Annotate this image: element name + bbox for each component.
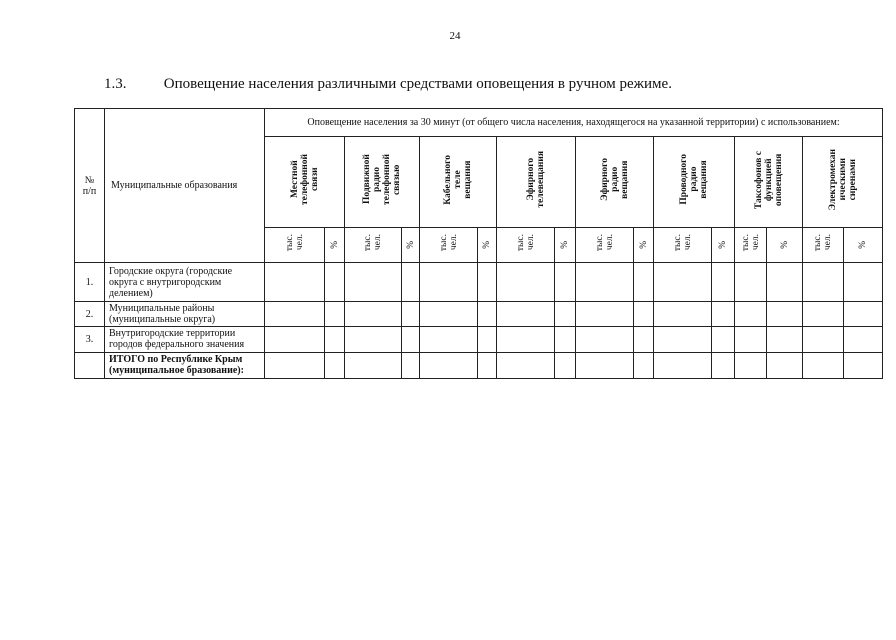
table-row <box>75 301 883 326</box>
channel-header-label: Таксофонов с функцией оповещения <box>753 150 784 209</box>
col-municipality-header: Муниципальные образования <box>105 109 265 263</box>
table-row <box>75 263 883 302</box>
data-cell[interactable] <box>844 301 883 326</box>
data-cell[interactable] <box>712 327 735 352</box>
unit-label: % <box>405 241 416 249</box>
data-cell[interactable] <box>555 352 576 378</box>
data-cell[interactable] <box>767 263 803 302</box>
unit-label: тыс. чел. <box>363 233 383 252</box>
channel-header <box>654 137 735 227</box>
data-cell[interactable] <box>803 301 844 326</box>
unit-thousand-header <box>265 227 325 263</box>
data-cell[interactable] <box>420 301 478 326</box>
data-cell[interactable] <box>420 327 478 352</box>
unit-thousand-header <box>803 227 844 263</box>
data-cell[interactable] <box>803 327 844 352</box>
unit-label: тыс. чел. <box>284 233 305 252</box>
unit-percent-header <box>478 227 497 263</box>
channel-header <box>345 137 420 227</box>
data-cell[interactable] <box>767 327 803 352</box>
data-cell[interactable] <box>265 327 325 352</box>
channel-header-label: Электромехан ическими сиренами <box>827 148 858 211</box>
data-cell[interactable] <box>497 301 555 326</box>
data-cell[interactable] <box>478 352 497 378</box>
data-cell[interactable] <box>402 263 420 302</box>
unit-percent-header <box>634 227 654 263</box>
data-cell[interactable] <box>345 352 402 378</box>
unit-label: % <box>858 241 868 249</box>
unit-label: % <box>638 241 649 249</box>
unit-label: % <box>329 241 340 249</box>
unit-thousand-header <box>497 227 555 263</box>
data-cell[interactable] <box>497 263 555 302</box>
unit-percent-header <box>712 227 735 263</box>
data-cell[interactable] <box>767 352 803 378</box>
channel-header-label: Кабельного теле вещания <box>443 154 473 205</box>
data-cell[interactable] <box>576 327 634 352</box>
data-cell[interactable] <box>478 263 497 302</box>
data-cell[interactable] <box>497 327 555 352</box>
data-cell[interactable] <box>325 327 345 352</box>
unit-label: тыс. чел. <box>740 233 761 252</box>
data-cell[interactable] <box>735 301 767 326</box>
channel-header-label: Подвижной радио телефонной связью <box>362 154 402 206</box>
col-number-header: № п/п <box>75 109 105 263</box>
data-cell[interactable] <box>844 263 883 302</box>
row-number: 2. <box>75 301 105 326</box>
data-cell[interactable] <box>576 301 634 326</box>
channel-header <box>420 137 497 227</box>
unit-thousand-header <box>654 227 712 263</box>
channel-header <box>735 137 803 227</box>
data-cell[interactable] <box>654 352 712 378</box>
channel-header <box>265 137 345 227</box>
data-cell[interactable] <box>555 301 576 326</box>
channel-header-label: Эфирного телевещания <box>526 151 546 208</box>
section-heading <box>104 76 672 93</box>
data-cell[interactable] <box>654 301 712 326</box>
table-row <box>75 352 883 378</box>
data-cell[interactable] <box>325 352 345 378</box>
unit-label: тыс. чел. <box>813 233 833 252</box>
row-number: 1. <box>75 263 105 302</box>
data-cell[interactable] <box>265 263 325 302</box>
channel-header-label: Эфирного радио вещания <box>599 158 630 201</box>
data-cell[interactable] <box>654 327 712 352</box>
channel-header <box>497 137 576 227</box>
data-cell[interactable] <box>402 327 420 352</box>
channel-header <box>803 137 883 227</box>
unit-thousand-header <box>420 227 478 263</box>
data-cell[interactable] <box>735 327 767 352</box>
unit-label: тыс. чел. <box>594 233 615 252</box>
data-cell[interactable] <box>345 327 402 352</box>
channel-header-label: Местной телефонной связи <box>289 154 320 206</box>
data-cell[interactable] <box>803 352 844 378</box>
data-cell[interactable] <box>402 352 420 378</box>
data-cell[interactable] <box>712 263 735 302</box>
data-cell[interactable] <box>265 352 325 378</box>
channel-header <box>576 137 654 227</box>
table-row <box>75 327 883 352</box>
row-municipality-name: Муниципальные районы (муниципальные округа) <box>105 301 265 326</box>
data-cell[interactable] <box>576 352 634 378</box>
data-cell[interactable] <box>735 263 767 302</box>
data-cell[interactable] <box>712 301 735 326</box>
row-number: 3. <box>75 327 105 352</box>
row-number <box>75 352 105 378</box>
data-cell[interactable] <box>634 352 654 378</box>
unit-thousand-header <box>576 227 634 263</box>
section-number: 1.3. <box>104 76 127 92</box>
unit-percent-header <box>844 227 883 263</box>
data-cell[interactable] <box>634 301 654 326</box>
data-cell[interactable] <box>555 327 576 352</box>
unit-label: % <box>482 241 492 249</box>
unit-percent-header <box>767 227 803 263</box>
unit-label: тыс. чел. <box>438 233 459 252</box>
data-cell[interactable] <box>345 301 402 326</box>
group-header: Оповещение населения за 30 минут (от общего числа населения, находящегося на указанной территории) с использованием: <box>265 109 883 137</box>
unit-percent-header <box>402 227 420 263</box>
data-cell[interactable] <box>634 263 654 302</box>
data-cell[interactable] <box>735 352 767 378</box>
data-cell[interactable] <box>420 352 478 378</box>
data-cell[interactable] <box>555 263 576 302</box>
section-title: Оповещение населения различными средствами оповещения в ручном режиме. <box>163 76 672 92</box>
unit-label: тыс. чел. <box>672 233 693 252</box>
data-cell[interactable] <box>844 327 883 352</box>
data-cell[interactable] <box>345 263 402 302</box>
data-cell[interactable] <box>265 301 325 326</box>
unit-percent-header <box>325 227 345 263</box>
row-municipality-name: ИТОГО по Республике Крым (муниципальное бразование): <box>105 352 265 378</box>
data-cell[interactable] <box>497 352 555 378</box>
unit-percent-header <box>555 227 576 263</box>
data-cell[interactable] <box>325 301 345 326</box>
unit-label: % <box>560 241 570 249</box>
channel-header-label: Проводного радио вещания <box>679 154 709 205</box>
data-cell[interactable] <box>634 327 654 352</box>
data-cell[interactable] <box>420 263 478 302</box>
unit-label: % <box>779 241 790 249</box>
header-row-group <box>75 109 883 137</box>
unit-label: тыс. чел. <box>515 233 536 252</box>
data-cell[interactable] <box>478 301 497 326</box>
notification-table <box>74 108 883 379</box>
unit-thousand-header <box>735 227 767 263</box>
data-cell[interactable] <box>712 352 735 378</box>
data-cell[interactable] <box>402 301 420 326</box>
data-cell[interactable] <box>844 352 883 378</box>
unit-thousand-header <box>345 227 402 263</box>
data-cell[interactable] <box>325 263 345 302</box>
row-municipality-name: Городские округа (городские округа с внутригородским делением) <box>105 263 265 302</box>
page-number: 24 <box>449 30 461 42</box>
row-municipality-name: Внутригородские территории городов федерального значения <box>105 327 265 352</box>
data-cell[interactable] <box>576 263 634 302</box>
data-cell[interactable] <box>767 301 803 326</box>
data-cell[interactable] <box>654 263 712 302</box>
unit-label: % <box>718 241 728 249</box>
data-cell[interactable] <box>803 263 844 302</box>
data-cell[interactable] <box>478 327 497 352</box>
